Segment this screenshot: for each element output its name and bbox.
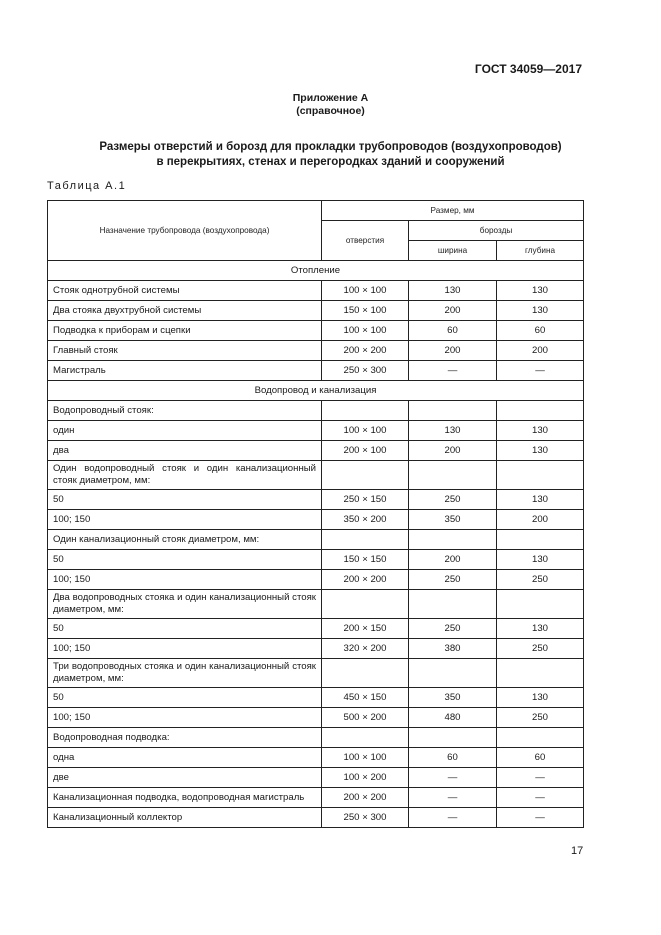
table-row	[48, 281, 584, 301]
cell-opening: 500 × 200	[322, 708, 409, 728]
cell-depth: —	[497, 808, 584, 828]
table-row	[48, 748, 584, 768]
cell-depth	[497, 401, 584, 421]
document-title	[60, 140, 601, 170]
table-body	[48, 261, 584, 828]
cell-depth	[497, 461, 584, 490]
cell-width: 60	[409, 321, 497, 341]
cell-purpose: 100; 150	[48, 708, 322, 728]
cell-width: 250	[409, 570, 497, 590]
cell-width	[409, 728, 497, 748]
table-row	[48, 708, 584, 728]
table-row	[48, 341, 584, 361]
table-row	[48, 639, 584, 659]
cell-depth: 250	[497, 708, 584, 728]
cell-depth: —	[497, 768, 584, 788]
cell-opening: 150 × 100	[322, 301, 409, 321]
cell-purpose: Один канализационный стояк диаметром, мм:	[48, 530, 322, 550]
table-row	[48, 788, 584, 808]
table-row	[48, 361, 584, 381]
cell-opening: 200 × 200	[322, 341, 409, 361]
cell-purpose: два	[48, 441, 322, 461]
cell-width: 480	[409, 708, 497, 728]
page-number: 17	[571, 845, 584, 857]
header-size: Размер, мм	[322, 201, 584, 221]
cell-width	[409, 461, 497, 490]
cell-width: 60	[409, 748, 497, 768]
cell-depth: 130	[497, 441, 584, 461]
table-row	[48, 619, 584, 639]
cell-width: 200	[409, 301, 497, 321]
cell-purpose: Главный стояк	[48, 341, 322, 361]
cell-depth: 130	[497, 490, 584, 510]
cell-width: —	[409, 768, 497, 788]
cell-depth: —	[497, 361, 584, 381]
cell-opening	[322, 401, 409, 421]
cell-purpose: две	[48, 768, 322, 788]
cell-depth	[497, 590, 584, 619]
header-width: ширина	[409, 241, 497, 261]
cell-purpose: Два стояка двухтрубной системы	[48, 301, 322, 321]
cell-purpose: Водопроводный стояк:	[48, 401, 322, 421]
cell-depth: 130	[497, 301, 584, 321]
cell-purpose: 50	[48, 688, 322, 708]
cell-width: 380	[409, 639, 497, 659]
cell-purpose: 50	[48, 550, 322, 570]
cell-opening: 100 × 100	[322, 321, 409, 341]
cell-purpose: Один водопроводный стояк и один канализационный стояк диаметром, мм:	[48, 461, 322, 490]
cell-opening: 200 × 200	[322, 570, 409, 590]
cell-width: 200	[409, 441, 497, 461]
cell-width	[409, 401, 497, 421]
cell-purpose: Подводка к приборам и сцепки	[48, 321, 322, 341]
cell-depth: 130	[497, 619, 584, 639]
cell-width: —	[409, 361, 497, 381]
cell-opening	[322, 659, 409, 688]
cell-width: 350	[409, 510, 497, 530]
cell-depth: 200	[497, 510, 584, 530]
cell-depth: 60	[497, 748, 584, 768]
section-title: Водопровод и канализация	[48, 381, 584, 401]
cell-depth: 200	[497, 341, 584, 361]
cell-depth	[497, 728, 584, 748]
cell-opening: 100 × 100	[322, 281, 409, 301]
cell-depth: 250	[497, 570, 584, 590]
cell-opening	[322, 530, 409, 550]
cell-width	[409, 530, 497, 550]
cell-purpose: Канализационная подводка, водопроводная магистраль	[48, 788, 322, 808]
table-row	[48, 590, 584, 619]
cell-opening	[322, 590, 409, 619]
cell-opening: 100 × 200	[322, 768, 409, 788]
cell-opening: 150 × 150	[322, 550, 409, 570]
cell-purpose: Два водопроводных стояка и один канализационный стояк диаметром, мм:	[48, 590, 322, 619]
table-row	[48, 768, 584, 788]
cell-width: 130	[409, 421, 497, 441]
cell-purpose: 50	[48, 619, 322, 639]
section-row	[48, 381, 584, 401]
cell-opening: 200 × 100	[322, 441, 409, 461]
cell-opening: 100 × 100	[322, 421, 409, 441]
cell-width: 250	[409, 619, 497, 639]
cell-purpose: Водопроводная подводка:	[48, 728, 322, 748]
cell-width: 200	[409, 341, 497, 361]
cell-opening: 250 × 150	[322, 490, 409, 510]
table-row	[48, 550, 584, 570]
document-title-line-1: Размеры отверстий и борозд для прокладки трубопроводов (воздухопроводов)	[99, 141, 562, 153]
cell-depth: —	[497, 788, 584, 808]
cell-depth: 130	[497, 421, 584, 441]
cell-purpose: Магистраль	[48, 361, 322, 381]
cell-purpose: один	[48, 421, 322, 441]
cell-purpose: одна	[48, 748, 322, 768]
table-row	[48, 688, 584, 708]
cell-depth: 250	[497, 639, 584, 659]
table-row	[48, 401, 584, 421]
appendix-subtitle: (справочное)	[296, 105, 365, 117]
cell-purpose: 100; 150	[48, 510, 322, 530]
header-grooves: борозды	[409, 221, 584, 241]
cell-width: 130	[409, 281, 497, 301]
appendix-heading	[0, 92, 661, 118]
table-row	[48, 461, 584, 490]
cell-opening: 450 × 150	[322, 688, 409, 708]
cell-width: 250	[409, 490, 497, 510]
table-row	[48, 659, 584, 688]
cell-opening: 320 × 200	[322, 639, 409, 659]
cell-opening: 350 × 200	[322, 510, 409, 530]
cell-opening: 250 × 300	[322, 808, 409, 828]
cell-purpose: Три водопроводных стояка и один канализационный стояк диаметром, мм:	[48, 659, 322, 688]
table-row	[48, 728, 584, 748]
header-depth: глубина	[497, 241, 584, 261]
header-opening: отверстия	[322, 221, 409, 261]
cell-purpose: 100; 150	[48, 639, 322, 659]
cell-depth: 130	[497, 281, 584, 301]
table-row	[48, 510, 584, 530]
cell-width: —	[409, 788, 497, 808]
document-title-line-2: в перекрытиях, стенах и перегородках зданий и сооружений	[156, 156, 505, 168]
section-row	[48, 261, 584, 281]
cell-width: 350	[409, 688, 497, 708]
table-row	[48, 321, 584, 341]
table-header	[48, 201, 584, 261]
table-caption: Таблица А.1	[47, 180, 127, 192]
cell-depth	[497, 659, 584, 688]
table-row	[48, 421, 584, 441]
standard-number: ГОСТ 34059—2017	[474, 62, 582, 76]
cell-opening	[322, 461, 409, 490]
cell-purpose: 100; 150	[48, 570, 322, 590]
cell-opening	[322, 728, 409, 748]
cell-width: 200	[409, 550, 497, 570]
cell-width	[409, 659, 497, 688]
table-row	[48, 490, 584, 510]
cell-opening: 250 × 300	[322, 361, 409, 381]
table-row	[48, 570, 584, 590]
cell-width	[409, 590, 497, 619]
cell-width: —	[409, 808, 497, 828]
table-row	[48, 530, 584, 550]
appendix-title: Приложение А	[292, 92, 369, 104]
cell-opening: 100 × 100	[322, 748, 409, 768]
cell-depth: 60	[497, 321, 584, 341]
cell-purpose: Канализационный коллектор	[48, 808, 322, 828]
table-row	[48, 301, 584, 321]
header-purpose: Назначение трубопровода (воздухопровода)	[48, 201, 322, 261]
section-title: Отопление	[48, 261, 584, 281]
cell-purpose: Стояк однотрубной системы	[48, 281, 322, 301]
table-row	[48, 441, 584, 461]
dimensions-table	[47, 200, 584, 828]
table-row	[48, 808, 584, 828]
cell-depth: 130	[497, 688, 584, 708]
cell-depth: 130	[497, 550, 584, 570]
cell-opening: 200 × 150	[322, 619, 409, 639]
cell-opening: 200 × 200	[322, 788, 409, 808]
cell-purpose: 50	[48, 490, 322, 510]
cell-depth	[497, 530, 584, 550]
